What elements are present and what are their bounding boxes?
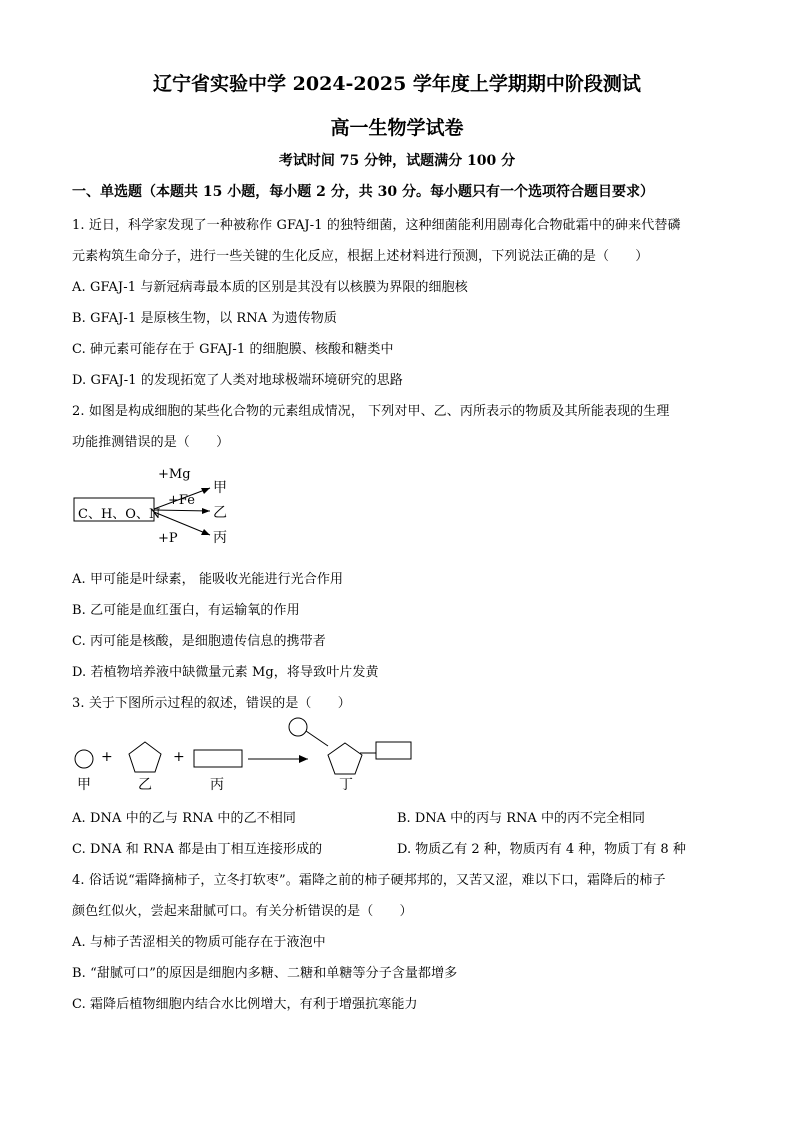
q1-option-a: A. GFAJ-1 与新冠病毒最本质的区别是其没有以核膜为界限的细胞核 (72, 280, 468, 295)
q1-stem-line1: 1. 近日，科学家发现了一种被称作 GFAJ-1 的独特细菌，这种细菌能利用剧毒化合物砒霜中的砷来代替磷 (72, 218, 681, 233)
q3-jia-label: 甲 (77, 777, 91, 793)
base-rectangle (194, 750, 242, 767)
arrow-to-yi (154, 510, 210, 511)
q3-bing-label: 丙 (210, 777, 224, 793)
q3-option-a: A. DNA 中的乙与 RNA 中的乙不相同 (72, 811, 296, 826)
q2-stem-line1: 2. 如图是构成细胞的某些化合物的元素组成情况， 下列对甲、乙、丙所表示的物质及其所能表现的生理 (72, 404, 670, 419)
p-label: +P (158, 531, 178, 546)
plus-sign-1: + (101, 749, 113, 765)
exam-title: 辽宁省实验中学 2024-2025 学年度上学期期中阶段测试 (153, 73, 641, 95)
q3-option-b: B. DNA 中的丙与 RNA 中的丙不完全相同 (397, 811, 645, 826)
q4-option-a: A. 与柿子苦涩相关的物质可能存在于液泡中 (72, 935, 326, 950)
phosphate-circle (75, 750, 93, 768)
element-box-label: C、H、O、N (78, 507, 161, 522)
q1-option-d: D. GFAJ-1 的发现拓宽了人类对地球极端环境研究的思路 (72, 373, 403, 388)
q1-option-c: C. 砷元素可能存在于 GFAJ-1 的细胞膜、核酸和糖类中 (72, 342, 394, 357)
nucleotide-base (376, 742, 411, 759)
q2-option-d: D. 若植物培养液中缺微量元素 Mg，将导致叶片发黄 (72, 665, 379, 680)
q3-option-c: C. DNA 和 RNA 都是由丁相互连接形成的 (72, 842, 323, 857)
reaction-arrowhead (299, 755, 308, 763)
q3-diagram-shapes (70, 717, 430, 797)
jia-label: 甲 (213, 480, 227, 496)
q3-option-d: D. 物质乙有 2 种，物质丙有 4 种，物质丁有 8 种 (397, 842, 686, 857)
nucleotide-phosphate (289, 718, 307, 736)
q3-ding-label: 丁 (339, 777, 353, 793)
q1-option-b: B. GFAJ-1 是原核生物，以 RNA 为遗传物质 (72, 311, 338, 326)
q2-option-a: A. 甲可能是叶绿素， 能吸收光能进行光合作用 (72, 572, 344, 587)
q2-option-c: C. 丙可能是核酸，是细胞遗传信息的携带者 (72, 634, 326, 649)
exam-subtitle: 高一生物学试卷 (330, 117, 464, 139)
nucleotide-sugar (328, 743, 362, 774)
q2-option-b: B. 乙可能是血红蛋白，有运输氧的作用 (72, 603, 300, 618)
q1-stem-line2: 元素构筑生命分子，进行一些关键的生化反应，根据上述材料进行预测，下列说法正确的是（ ） (72, 249, 649, 264)
q3-yi-label: 乙 (138, 777, 152, 793)
fe-label: +Fe (168, 493, 195, 508)
q2-stem-line2: 功能推测错误的是（ ） (72, 435, 230, 450)
plus-sign-2: + (173, 749, 185, 765)
q4-option-c: C. 霜降后植物细胞内结合水比例增大，有利于增强抗寒能力 (72, 997, 418, 1012)
exam-info: 考试时间 75 分钟，试题满分 100 分 (278, 153, 516, 169)
q3-stem: 3. 关于下图所示过程的叙述，错误的是（ ） (72, 696, 351, 711)
q4-option-b: B. “甜腻可口”的原因是细胞内多糖、二糖和单糖等分子含量都增多 (72, 966, 458, 981)
bing-label: 丙 (213, 530, 227, 546)
mg-label: +Mg (158, 467, 191, 482)
yi-label: 乙 (213, 505, 227, 521)
nucleotide-bond-1 (306, 731, 328, 746)
q4-stem-line1: 4. 俗话说“霜降摘柿子，立冬打软枣”。霜降之前的柿子硬邦邦的，又苦又涩，难以下口，霜降后的柿子 (72, 873, 666, 888)
section-heading: 一、单选题（本题共 15 小题，每小题 2 分，共 30 分。每小题只有一个选项符合题目要求） (72, 184, 654, 200)
arrowhead-yi (202, 508, 210, 514)
q4-stem-line2: 颜色红似火，尝起来甜腻可口。有关分析错误的是（ ） (72, 904, 413, 919)
sugar-pentagon (129, 742, 161, 772)
